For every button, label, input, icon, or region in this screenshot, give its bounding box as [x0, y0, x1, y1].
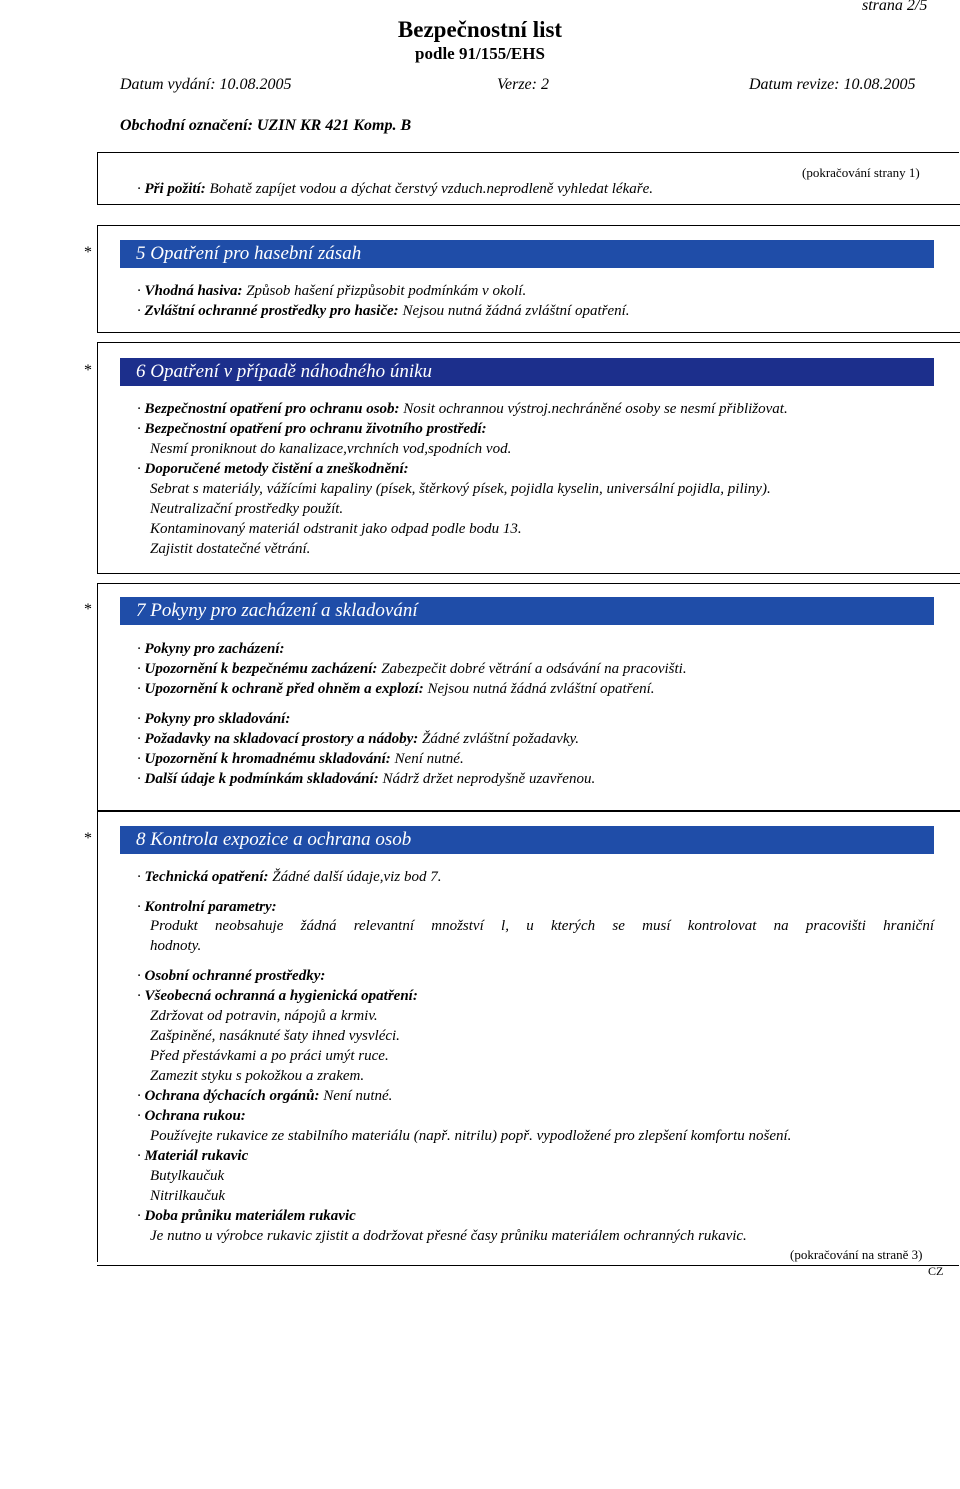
revision-date: Datum revize: 10.08.2005 [749, 76, 916, 93]
s8-control-text: Produkt neobsahuje žádná relevantní množství l, u kterých se musí kontrolovat na pracovišti hraniční [150, 918, 934, 934]
s8-row-respiratory: · Ochrana dýchacích orgánů: Není nutné. [137, 1088, 393, 1104]
ingestion-text: Bohatě zapíjet vodou a dýchat čerstvý vzduch.neprodleně vyhledat lékaře. [205, 181, 653, 197]
s6-row-cleanup-label: · Doporučené metody čistění a zneškodnění: [137, 461, 409, 477]
s7-storage-heading: · Pokyny pro skladování: [137, 711, 291, 727]
s8-glove-material-item: Nitrilkaučuk [150, 1188, 225, 1204]
s5-row-protective: · Zvláštní ochranné prostředky pro hasiče: Nejsou nutná žádná zvláštní opatření. [137, 303, 630, 319]
s6-cleanup-line: Zajistit dostatečné větrání. [150, 541, 311, 557]
s7-row-safe-handling: · Upozornění k bezpečnému zacházení: Zabezpečit dobré větrání a odsávání na pracovišti. [137, 661, 687, 677]
footer-rule [97, 1265, 959, 1266]
change-marker: * [84, 244, 92, 261]
continued-from: (pokračování strany 1) [802, 165, 920, 180]
s8-hygiene-line: Zamezit styku s pokožkou a zrakem. [150, 1068, 365, 1084]
change-marker: * [84, 601, 92, 618]
s8-row-hands-label: · Ochrana rukou: [137, 1108, 246, 1124]
s8-hygiene-line: Před přestávkami a po práci umýt ruce. [150, 1048, 389, 1064]
version: Verze: 2 [497, 76, 549, 93]
s8-hygiene-line: Zdržovat od potravin, nápojů a krmiv. [150, 1008, 378, 1024]
s8-row-breakthrough: · Doba průniku materiálem rukavic [137, 1208, 356, 1224]
section-8-title: 8 Kontrola expozice a ochrana osob [120, 826, 934, 854]
s7-row-fire: · Upozornění k ochraně před ohněm a explozí: Nejsou nutná žádná zvláštní opatření. [137, 681, 655, 697]
trade-name: Obchodní označení: UZIN KR 421 Komp. B [120, 117, 412, 134]
change-marker: * [84, 830, 92, 847]
s6-cleanup-line: Sebrat s materiály, vážícími kapaliny (písek, štěrkový písek, pojidla kyselin, universální pojidla, piliny). [150, 481, 771, 497]
ingestion-row: · Při požití: Bohatě zapíjet vodou a dýchat čerstvý vzduch.neprodleně vyhledat lékaře. [137, 181, 653, 197]
document-subtitle: podle 91/155/EHS [415, 44, 545, 63]
s6-row-environment-label: · Bezpečnostní opatření pro ochranu životního prostředí: [137, 421, 487, 437]
s8-row-hygiene: · Všeobecná ochranná a hygienická opatření: [137, 988, 418, 1004]
s8-hands-text: Používejte rukavice ze stabilního materiálu (např. nitrilu) popř. vypodložené pro zlepšení komfortu nošení. [150, 1128, 792, 1144]
s6-row-environment-text: Nesmí proniknout do kanalizace,vrchních vod,spodních vod. [150, 441, 512, 457]
s8-control-text-cont: hodnoty. [150, 938, 202, 954]
s6-cleanup-line: Kontaminovaný materiál odstranit jako odpad podle bodu 13. [150, 521, 522, 537]
page-number: strana 2/5 [862, 0, 928, 14]
s7-row-bulk: · Upozornění k hromadnému skladování: Není nutné. [137, 751, 464, 767]
s8-hygiene-line: Zašpiněné, nasáknuté šaty ihned vysvléci. [150, 1028, 400, 1044]
country-code: CZ [928, 1264, 944, 1278]
s7-row-further: · Další údaje k podmínkám skladování: Nádrž držet neprodyšně uzavřenou. [137, 771, 596, 787]
s6-row-persons: · Bezpečnostní opatření pro ochranu osob: Nosit ochrannou výstroj.nechráněné osoby se nesmí přibližovat. [137, 401, 788, 417]
continued-to: (pokračování na straně 3) [790, 1247, 923, 1262]
s8-breakthrough-text: Je nutno u výrobce rukavic zjistit a dodržovat přesné časy průniku materiálem ochranných rukavic. [150, 1228, 747, 1244]
s8-row-ppe: · Osobní ochranné prostředky: [137, 968, 326, 984]
issue-date: Datum vydání: 10.08.2005 [120, 76, 292, 93]
section-6-title: 6 Opatření v případě náhodného úniku [120, 358, 934, 386]
change-marker: * [84, 362, 92, 379]
s7-handling-heading: · Pokyny pro zacházení: [137, 641, 285, 657]
s8-row-glove-material: · Materiál rukavic [137, 1148, 249, 1164]
s8-row-control-label: · Kontrolní parametry: [137, 899, 277, 915]
s6-cleanup-line: Neutralizační prostředky použít. [150, 501, 344, 517]
s5-row-extinguishing: · Vhodná hasiva: Způsob hašení přizpůsobit podmínkám v okolí. [137, 283, 527, 299]
section-5-title: 5 Opatření pro hasební zásah [120, 240, 934, 268]
ingestion-label: Při požití: [144, 181, 206, 197]
document-title: Bezpečnostní list [397, 17, 563, 42]
s8-glove-material-item: Butylkaučuk [150, 1168, 225, 1184]
s7-row-storage-req: · Požadavky na skladovací prostory a nádoby: Žádné zvláštní požadavky. [137, 731, 580, 747]
s8-row-technical: · Technická opatření: Žádné další údaje,viz bod 7. [137, 869, 442, 885]
section-7-title: 7 Pokyny pro zacházení a skladování [120, 597, 934, 625]
